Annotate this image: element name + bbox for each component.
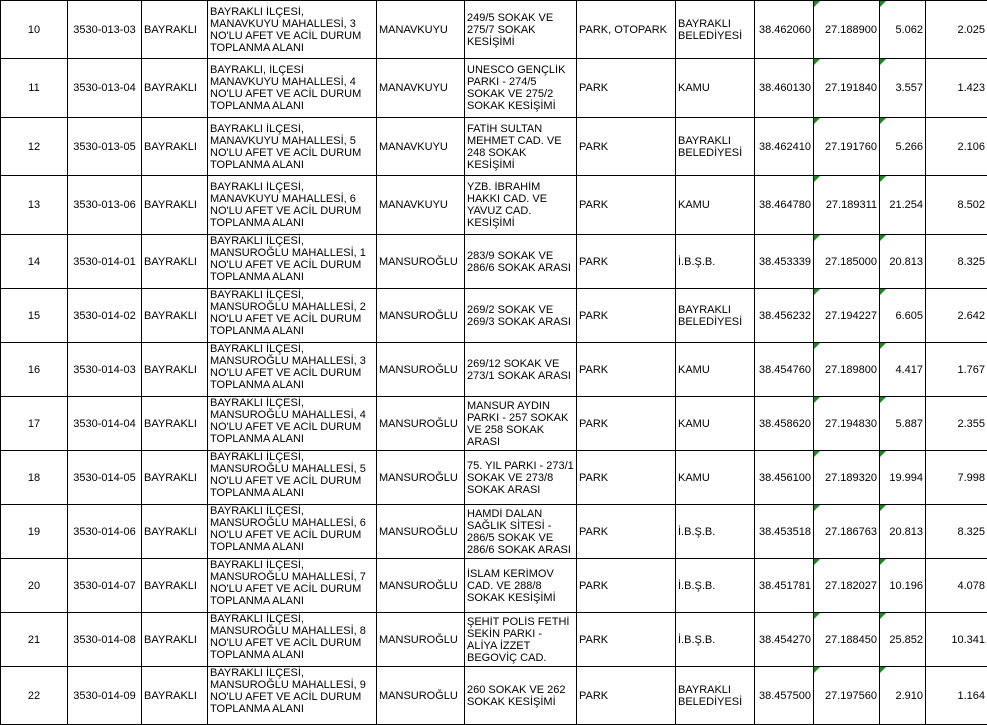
location-cell[interactable] [465,451,577,505]
longitude-cell[interactable]: 27.188450 [814,613,880,667]
location-cell-text: YZB. İBRAHİM HAKKI CAD. VE YAVUZ CAD. KESİŞİMİ [467,181,574,229]
assembly-area-name-cell-text: BAYRAKLI İLÇESİ, MANSUROĞLU MAHALLESİ, 5 NO'LU AFET VE ACİL DURUM TOPLANMA ALANI [210,451,374,499]
location-cell-text: FATİH SULTAN MEHMET CAD. VE 248 SOKAK KESİŞİMİ [467,123,574,171]
location-cell[interactable] [465,505,577,559]
assembly-area-name-cell-text: BAYRAKLI İLÇESİ, MANSUROĞLU MAHALLESİ, 9 NO'LU AFET VE ACİL DURUM TOPLANMA ALANI [210,667,374,715]
district-cell[interactable]: BAYRAKLI [142,118,208,176]
location-cell[interactable] [465,343,577,397]
assembly-area-name-cell-text: BAYRAKLI İLÇESİ, MANSUROĞLU MAHALLESİ, 1 NO'LU AFET VE ACİL DURUM TOPLANMA ALANI [210,235,374,283]
location-cell-text: 75. YIL PARKI - 273/1 SOKAK VE 273/8 SOKAK ARASI [467,460,574,496]
latitude-cell[interactable]: 38.464780 [755,176,814,235]
longitude-cell[interactable]: 27.194227 [814,289,880,343]
area-type-cell[interactable]: PARK, OTOPARK [577,1,676,59]
capacity-cell[interactable]: 2.642 [926,289,987,343]
area-code-cell[interactable]: 3530-013-06 [68,176,142,235]
assembly-area-name-cell[interactable] [208,343,377,397]
area-type-cell[interactable]: PARK [577,667,676,725]
owner-cell[interactable]: KAMU [676,397,755,451]
district-cell[interactable]: BAYRAKLI [142,559,208,613]
location-cell[interactable] [465,118,577,176]
area-size-cell[interactable]: 20.813 [880,235,926,289]
longitude-cell[interactable]: 27.191840 [814,59,880,118]
table-row [1,176,987,235]
district-cell[interactable]: BAYRAKLI [142,667,208,725]
owner-cell[interactable]: BAYRAKLI BELEDİYESİ [676,667,755,725]
owner-cell[interactable]: KAMU [676,343,755,397]
district-cell[interactable]: BAYRAKLI [142,176,208,235]
neighborhood-cell[interactable]: MANSUROĞLU [377,613,465,667]
latitude-cell[interactable]: 38.454270 [755,613,814,667]
table-row [1,1,987,59]
area-size-cell[interactable]: 20.813 [880,505,926,559]
location-cell-text: 249/5 SOKAK VE 275/7 SOKAK KESİŞİMİ [467,12,574,48]
latitude-cell[interactable]: 38.460130 [755,59,814,118]
neighborhood-cell[interactable]: MANSUROĞLU [377,451,465,505]
neighborhood-cell[interactable]: MANSUROĞLU [377,559,465,613]
district-cell[interactable]: BAYRAKLI [142,397,208,451]
assembly-area-name-cell[interactable] [208,289,377,343]
area-type-cell[interactable]: PARK [577,505,676,559]
row-number-cell[interactable]: 11 [1,59,68,118]
assembly-area-name-cell[interactable] [208,118,377,176]
table-row [1,505,987,559]
capacity-cell[interactable]: 1.767 [926,343,987,397]
area-size-cell[interactable]: 21.254 [880,176,926,235]
capacity-cell[interactable]: 2.106 [926,118,987,176]
neighborhood-cell[interactable]: MANSUROĞLU [377,289,465,343]
district-cell[interactable]: BAYRAKLI [142,235,208,289]
assembly-area-name-cell-text: BAYRAKLI İLÇESİ, MANSUROĞLU MAHALLESİ, 2 NO'LU AFET VE ACİL DURUM TOPLANMA ALANI [210,289,374,337]
table-row [1,397,987,451]
longitude-cell[interactable]: 27.189311 [814,176,880,235]
table-row [1,235,987,289]
location-cell[interactable] [465,59,577,118]
owner-cell[interactable]: BAYRAKLI BELEDİYESİ [676,1,755,59]
owner-cell[interactable]: İ.B.Ş.B. [676,505,755,559]
table-row [1,451,987,505]
area-code-cell[interactable]: 3530-014-05 [68,451,142,505]
capacity-cell[interactable]: 1.423 [926,59,987,118]
latitude-cell[interactable]: 38.453518 [755,505,814,559]
neighborhood-cell[interactable]: MANSUROĞLU [377,235,465,289]
longitude-cell[interactable]: 27.197560 [814,667,880,725]
longitude-cell[interactable]: 27.189320 [814,451,880,505]
area-type-cell[interactable]: PARK [577,176,676,235]
area-size-cell[interactable]: 6.605 [880,289,926,343]
location-cell[interactable] [465,289,577,343]
assembly-area-name-cell-text: BAYRAKLI İLÇESİ, MANSUROĞLU MAHALLESİ, 6 NO'LU AFET VE ACİL DURUM TOPLANMA ALANI [210,505,374,553]
location-cell-text: HAMDİ DALAN SAĞLIK SİTESİ - 286/5 SOKAK VE 286/6 SOKAK ARASI [467,508,574,556]
table-row [1,559,987,613]
location-cell[interactable] [465,235,577,289]
area-size-cell[interactable]: 2.910 [880,667,926,725]
area-code-cell[interactable]: 3530-013-05 [68,118,142,176]
neighborhood-cell[interactable]: MANAVKUYU [377,176,465,235]
latitude-cell[interactable]: 38.454760 [755,343,814,397]
latitude-cell[interactable]: 38.462060 [755,1,814,59]
latitude-cell[interactable]: 38.451781 [755,559,814,613]
row-number-cell[interactable]: 16 [1,343,68,397]
owner-cell[interactable]: BAYRAKLI BELEDİYESİ [676,118,755,176]
owner-cell[interactable]: KAMU [676,176,755,235]
assembly-area-name-cell-text: BAYRAKLI İLÇESİ, MANAVKUYU MAHALLESİ, 5 NO'LU AFET VE ACİL DURUM TOPLANMA ALANI [210,123,374,171]
location-cell[interactable] [465,176,577,235]
row-number-cell[interactable]: 14 [1,235,68,289]
area-size-cell[interactable]: 5.887 [880,397,926,451]
latitude-cell[interactable]: 38.456100 [755,451,814,505]
assembly-area-name-cell[interactable] [208,505,377,559]
area-type-cell[interactable]: PARK [577,289,676,343]
district-cell[interactable]: BAYRAKLI [142,451,208,505]
table-row [1,613,987,667]
owner-cell[interactable]: KAMU [676,451,755,505]
area-size-cell[interactable]: 3.557 [880,59,926,118]
location-cell-text: 260 SOKAK VE 262 SOKAK KESİŞİMİ [467,684,574,708]
assembly-area-name-cell-text: BAYRAKLI İLÇESİ, MANSUROĞLU MAHALLESİ, 4 NO'LU AFET VE ACİL DURUM TOPLANMA ALANI [210,397,374,445]
assembly-area-name-cell-text: BAYRAKLI İLÇESİ, MANSUROĞLU MAHALLESİ, 3 NO'LU AFET VE ACİL DURUM TOPLANMA ALANI [210,343,374,391]
area-code-cell[interactable]: 3530-014-04 [68,397,142,451]
capacity-cell[interactable]: 7.998 [926,451,987,505]
area-type-cell[interactable]: PARK [577,59,676,118]
longitude-cell[interactable]: 27.189800 [814,343,880,397]
assembly-area-name-cell[interactable] [208,613,377,667]
area-type-cell[interactable]: PARK [577,613,676,667]
longitude-cell[interactable]: 27.185000 [814,235,880,289]
table-row [1,343,987,397]
row-number-cell[interactable]: 19 [1,505,68,559]
area-code-cell[interactable]: 3530-014-09 [68,667,142,725]
row-number-cell[interactable]: 13 [1,176,68,235]
longitude-cell[interactable]: 27.186763 [814,505,880,559]
latitude-cell[interactable]: 38.453339 [755,235,814,289]
owner-cell[interactable]: İ.B.Ş.B. [676,613,755,667]
row-number-cell[interactable]: 21 [1,613,68,667]
capacity-cell[interactable]: 1.164 [926,667,987,725]
area-type-cell[interactable]: PARK [577,343,676,397]
district-cell[interactable]: BAYRAKLI [142,343,208,397]
location-cell[interactable] [465,613,577,667]
location-cell[interactable] [465,559,577,613]
area-size-cell[interactable]: 5.062 [880,1,926,59]
area-type-cell[interactable]: PARK [577,235,676,289]
neighborhood-cell[interactable]: MANAVKUYU [377,1,465,59]
location-cell-text: 283/9 SOKAK VE 286/6 SOKAK ARASI [467,250,574,274]
owner-cell[interactable]: İ.B.Ş.B. [676,559,755,613]
assembly-area-name-cell[interactable] [208,176,377,235]
capacity-cell[interactable]: 10.341 [926,613,987,667]
table-row [1,59,987,118]
assembly-area-name-cell[interactable] [208,1,377,59]
area-size-cell[interactable]: 10.196 [880,559,926,613]
area-code-cell[interactable]: 3530-014-01 [68,235,142,289]
assembly-area-name-cell[interactable] [208,235,377,289]
row-number-cell[interactable]: 22 [1,667,68,725]
row-number-cell[interactable]: 18 [1,451,68,505]
capacity-cell[interactable]: 8.325 [926,235,987,289]
row-number-cell[interactable]: 15 [1,289,68,343]
district-cell[interactable]: BAYRAKLI [142,1,208,59]
latitude-cell[interactable]: 38.462410 [755,118,814,176]
area-type-cell[interactable]: PARK [577,397,676,451]
assembly-area-name-cell[interactable] [208,451,377,505]
longitude-cell[interactable]: 27.191760 [814,118,880,176]
longitude-cell[interactable]: 27.188900 [814,1,880,59]
area-size-cell[interactable]: 4.417 [880,343,926,397]
area-code-cell[interactable]: 3530-014-06 [68,505,142,559]
row-number-cell[interactable]: 20 [1,559,68,613]
longitude-cell[interactable]: 27.182027 [814,559,880,613]
area-type-cell[interactable]: PARK [577,451,676,505]
capacity-cell[interactable]: 4.078 [926,559,987,613]
area-code-cell[interactable]: 3530-014-02 [68,289,142,343]
capacity-cell[interactable]: 2.355 [926,397,987,451]
area-size-cell[interactable]: 25.852 [880,613,926,667]
area-code-cell[interactable]: 3530-013-04 [68,59,142,118]
area-code-cell[interactable]: 3530-014-08 [68,613,142,667]
owner-cell[interactable]: BAYRAKLI BELEDİYESİ [676,289,755,343]
area-code-cell[interactable]: 3530-013-03 [68,1,142,59]
assembly-area-name-cell-text: BAYRAKLI İLÇESİ, MANSUROĞLU MAHALLESİ, 8 NO'LU AFET VE ACİL DURUM TOPLANMA ALANI [210,613,374,661]
area-size-cell[interactable]: 5.266 [880,118,926,176]
location-cell-text: MANSUR AYDIN PARKI - 257 SOKAK VE 258 SOKAK ARASI [467,400,574,448]
assembly-area-name-cell-text: BAYRAKLI İLÇESİ, MANAVKUYU MAHALLESİ, 6 NO'LU AFET VE ACİL DURUM TOPLANMA ALANI [210,181,374,229]
assembly-area-name-cell-text: BAYRAKLI İLÇESİ, MANSUROĞLU MAHALLESİ, 7 NO'LU AFET VE ACİL DURUM TOPLANMA ALANI [210,559,374,607]
district-cell[interactable]: BAYRAKLI [142,613,208,667]
owner-cell[interactable]: İ.B.Ş.B. [676,235,755,289]
area-code-cell[interactable]: 3530-014-07 [68,559,142,613]
neighborhood-cell[interactable]: MANSUROĞLU [377,505,465,559]
assembly-area-name-cell[interactable] [208,559,377,613]
latitude-cell[interactable]: 38.458620 [755,397,814,451]
location-cell-text: 269/12 SOKAK VE 273/1 SOKAK ARASI [467,358,574,382]
neighborhood-cell[interactable]: MANSUROĞLU [377,667,465,725]
capacity-cell[interactable]: 8.325 [926,505,987,559]
location-cell[interactable] [465,1,577,59]
area-type-cell[interactable]: PARK [577,559,676,613]
longitude-cell[interactable]: 27.194830 [814,397,880,451]
area-size-cell[interactable]: 19.994 [880,451,926,505]
location-cell-text: ŞEHİT POLİS FETHİ SEKİN PARKI - ALİYA İZZET BEGOVİÇ CAD. [467,616,574,664]
table-body [1,1,987,725]
neighborhood-cell[interactable]: MANSUROĞLU [377,343,465,397]
assembly-area-name-cell-text: BAYRAKLI İLÇESİ, MANAVKUYU MAHALLESİ, 3 NO'LU AFET VE ACİL DURUM TOPLANMA ALANI [210,6,374,54]
district-cell[interactable]: BAYRAKLI [142,289,208,343]
row-number-cell[interactable]: 10 [1,1,68,59]
location-cell-text: UNESCO GENÇLİK PARKI - 274/5 SOKAK VE 275/2 SOKAK KESİŞİMİ [467,64,574,112]
latitude-cell[interactable]: 38.456232 [755,289,814,343]
district-cell[interactable]: BAYRAKLI [142,505,208,559]
assembly-area-name-cell[interactable] [208,667,377,725]
location-cell[interactable] [465,667,577,725]
capacity-cell[interactable]: 8.502 [926,176,987,235]
location-cell-text: İSLAM KERİMOV CAD. VE 288/8 SOKAK KESİŞİMİ [467,568,574,604]
neighborhood-cell[interactable]: MANAVKUYU [377,59,465,118]
assembly-area-name-cell-text: BAYRAKLI, İLÇESİ MANAVKUYU MAHALLESİ, 4 NO'LU AFET VE ACİL DURUM TOPLANMA ALANI [210,64,374,112]
neighborhood-cell[interactable]: MANSUROĞLU [377,397,465,451]
district-cell[interactable]: BAYRAKLI [142,59,208,118]
latitude-cell[interactable]: 38.457500 [755,667,814,725]
table-row [1,667,987,725]
assembly-area-name-cell[interactable] [208,397,377,451]
area-type-cell[interactable]: PARK [577,118,676,176]
row-number-cell[interactable]: 17 [1,397,68,451]
table-row [1,118,987,176]
owner-cell[interactable]: KAMU [676,59,755,118]
area-code-cell[interactable]: 3530-014-03 [68,343,142,397]
assembly-area-name-cell[interactable] [208,59,377,118]
location-cell-text: 269/2 SOKAK VE 269/3 SOKAK ARASI [467,304,574,328]
location-cell[interactable] [465,397,577,451]
neighborhood-cell[interactable]: MANAVKUYU [377,118,465,176]
table-row [1,289,987,343]
capacity-cell[interactable]: 2.025 [926,1,987,59]
row-number-cell[interactable]: 12 [1,118,68,176]
